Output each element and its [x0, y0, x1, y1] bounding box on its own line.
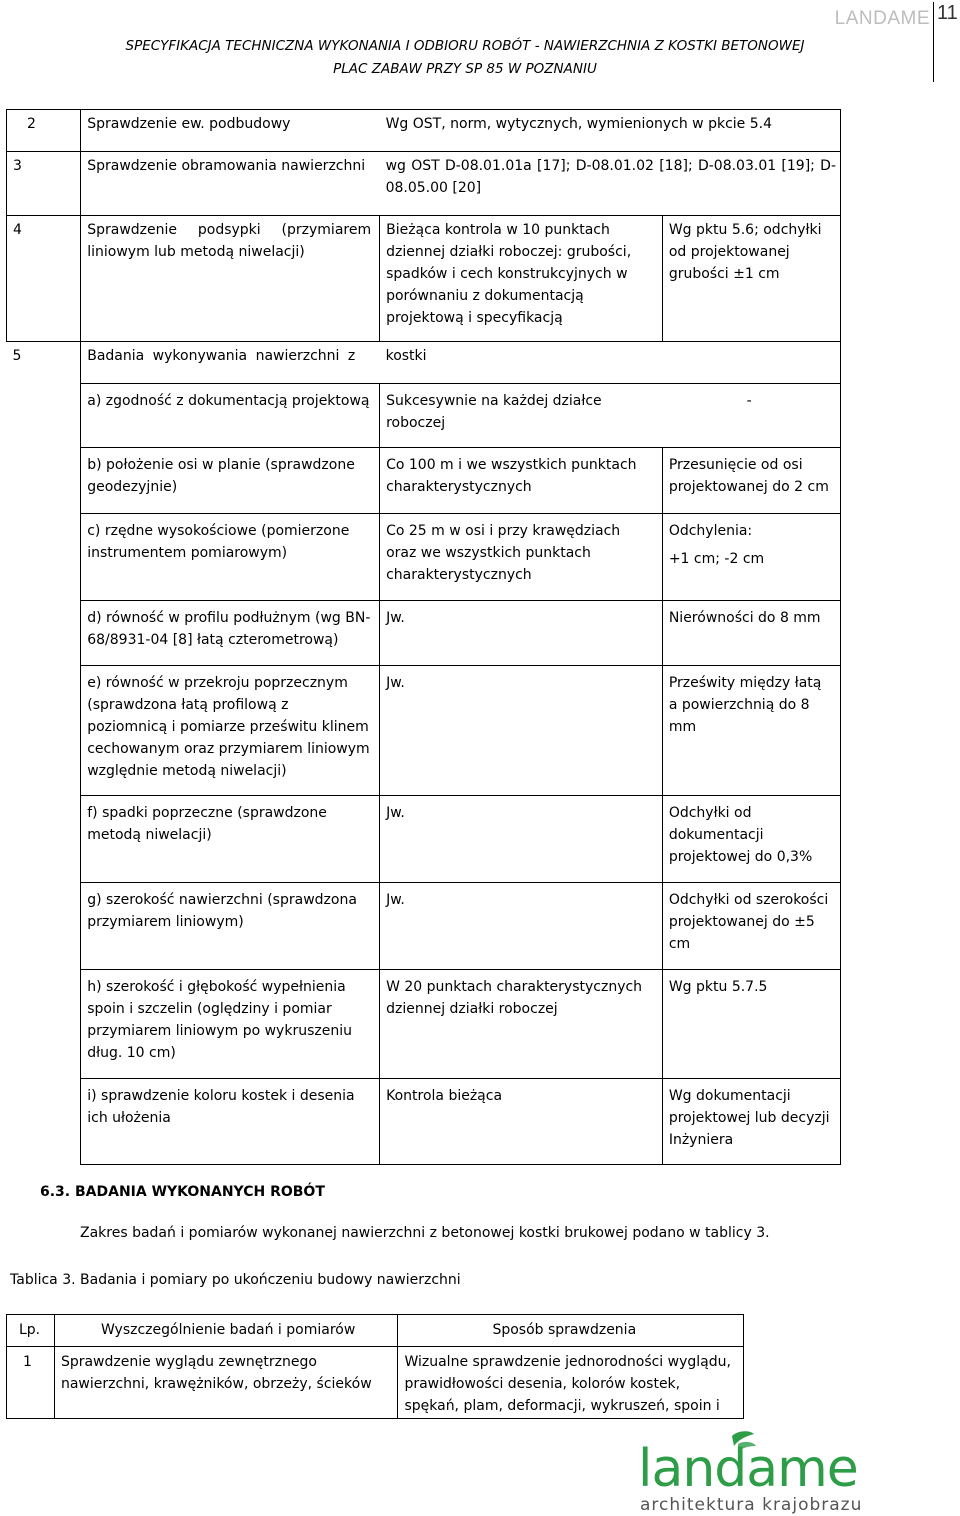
check-tolerance: Przesunięcie od osi projektowanej do 2 cm [662, 448, 840, 514]
check-tolerance: Wg dokumentacji projektowej lub decyzji Inżyniera [662, 1079, 840, 1165]
table-header-row [7, 1315, 744, 1347]
table-row [7, 666, 841, 796]
check-name: c) rzędne wysokościowe (pomierzone instrumentem pomiarowym) [81, 514, 380, 601]
table-row [7, 216, 841, 342]
row-name: Badania wykonywania nawierzchni z [81, 342, 380, 384]
check-tolerance: Odchyłki od dokumentacji projektowej do 0,3% [662, 796, 840, 883]
check-method: Jw. [380, 883, 663, 970]
check-name: h) szerokość i głębokość wypełnienia spoin i szczelin (oględziny i pomiar przymiarem liniowym po wykruszeniu dług. 10 cm) [81, 970, 380, 1079]
check-tolerance: Odchyłki od szerokości projektowanej do ±5 cm [662, 883, 840, 970]
table-row [7, 514, 841, 601]
check-name: a) zgodność z dokumentacją projektową [81, 384, 380, 448]
check-tolerance: Nierówności do 8 mm [662, 601, 840, 666]
check-tolerance: - [662, 384, 840, 448]
table-row [7, 448, 841, 514]
header-divider [933, 2, 934, 82]
check-tolerance: Odchylenia: [668, 523, 753, 539]
row-tolerance: Wg pktu 5.6; odchyłki od projektowanej grubości ±1 cm [662, 216, 840, 342]
check-tolerance: Wg pktu 5.7.5 [662, 970, 840, 1079]
row-number: 5 [7, 342, 81, 384]
check-tolerance: Prześwity między łatą a powierzchnią do 8 mm [662, 666, 840, 796]
check-name: f) spadki poprzeczne (sprawdzone metodą niwelacji) [81, 796, 380, 883]
header-brand: LANDAME [834, 8, 930, 29]
row-name: Sprawdzenie ew. podbudowy [81, 110, 380, 152]
row-lp: 1 [7, 1347, 55, 1419]
check-name: d) równość w profilu podłużnym (wg BN-68/8931-04 [8] łatą czterometrową) [81, 601, 380, 666]
check-method: Sukcesywnie na każdej działce roboczej [380, 384, 663, 448]
check-name: g) szerokość nawierzchni (sprawdzona przymiarem liniowym) [81, 883, 380, 970]
table-row [7, 970, 841, 1079]
logo-tagline: architektura krajobrazu [640, 1495, 863, 1515]
row-name-continued: kostki [380, 342, 841, 384]
logo-wordmark: landame [638, 1439, 858, 1499]
check-name: e) równość w przekroju poprzecznym (sprawdzona łatą profilową z poziomnicą i pomiarze prześwitu klinem cechowanym oraz przymiarem liniowym względnie metodą niwelacji) [81, 666, 380, 796]
check-method: W 20 punktach charakterystycznych dziennej działki roboczej [380, 970, 663, 1079]
document-title: SPECYFIKACJA TECHNICZNA WYKONANIA I ODBIORU ROBÓT - NAWIERZCHNIA Z KOSTKI BETONOWEJ [125, 38, 805, 54]
landame-logo [620, 1430, 920, 1516]
table-row [7, 152, 841, 216]
row-name: Sprawdzenie podsypki (przymiarem liniowym lub metodą niwelacji) [81, 216, 380, 342]
table-row [7, 342, 841, 384]
check-method: Jw. [380, 666, 663, 796]
final-inspection-table [6, 1314, 744, 1419]
page-number: 11 [937, 2, 958, 24]
document-subtitle: PLAC ZABAW PRZY SP 85 W POZNANIU [333, 61, 597, 77]
table-row [7, 1079, 841, 1165]
table-row [7, 384, 841, 448]
row-method: Wizualne sprawdzenie jednorodności wyglądu, prawidłowości desenia, kolorów kostek, spękań, plam, deformacji, wykruszeń, spoin i [398, 1347, 744, 1419]
row-name: Sprawdzenie obramowania nawierzchni [81, 152, 380, 216]
row-method: wg OST D-08.01.01a [17]; D-08.01.02 [18]; D-08.03.01 [19]; D-08.05.00 [20] [380, 152, 841, 216]
row-number: 2 [7, 110, 81, 152]
header-name: Wyszczególnienie badań i pomiarów [54, 1315, 398, 1347]
header-method: Sposób sprawdzenia [398, 1315, 744, 1347]
header-lp: Lp. [7, 1315, 55, 1347]
row-number: 3 [7, 152, 81, 216]
row-name: Sprawdzenie wyglądu zewnętrznego nawierzchni, krawężników, obrzeży, ścieków [54, 1347, 398, 1419]
check-name: i) sprawdzenie koloru kostek i desenia ich ułożenia [81, 1079, 380, 1165]
check-name: b) położenie osi w planie (sprawdzone geodezyjnie) [81, 448, 380, 514]
check-method: Co 25 m w osi i przy krawędziach oraz we wszystkich punktach charakterystycznych [380, 514, 663, 601]
table-row [7, 601, 841, 666]
table-row [7, 796, 841, 883]
table-row [7, 1347, 744, 1419]
row-method: Bieżąca kontrola w 10 punktach dziennej działki roboczej: grubości, spadków i cech konstrukcyjnych w porównaniu z dokumentacją projektową i specyfikacją [380, 216, 663, 342]
check-tolerance-cell [662, 514, 840, 601]
check-method: Kontrola bieżąca [380, 1079, 663, 1165]
section-paragraph: Zakres badań i pomiarów wykonanej nawierzchni z betonowej kostki brukowej podano w tablicy 3. [80, 1225, 770, 1241]
table-row [7, 110, 841, 152]
check-method: Jw. [380, 601, 663, 666]
table-caption: Tablica 3. Badania i pomiary po ukończeniu budowy nawierzchni [10, 1272, 461, 1288]
section-heading: 6.3. BADANIA WYKONANYCH ROBÓT [40, 1184, 325, 1200]
check-method: Jw. [380, 796, 663, 883]
row-method: Wg OST, norm, wytycznych, wymienionych w pkcie 5.4 [380, 110, 841, 152]
check-method: Co 100 m i we wszystkich punktach charakterystycznych [380, 448, 663, 514]
inspection-table [6, 109, 841, 1165]
check-tolerance-values: +1 cm; -2 cm [668, 551, 765, 567]
row-number: 4 [7, 216, 81, 342]
table-row [7, 883, 841, 970]
